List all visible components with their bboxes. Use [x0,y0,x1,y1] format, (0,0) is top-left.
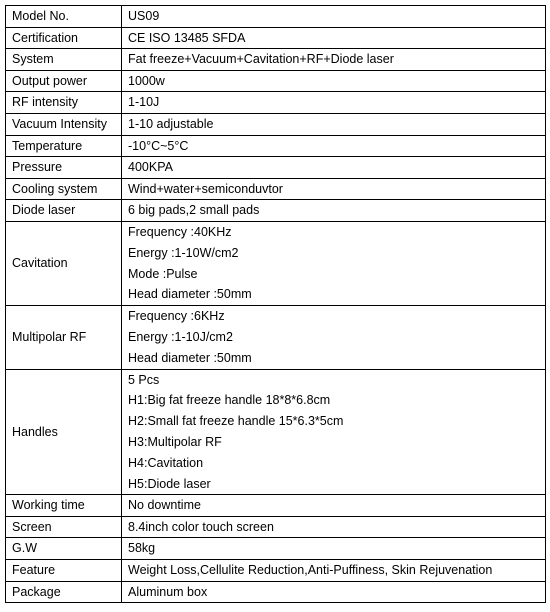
spec-value-line: Energy :1-10W/cm2 [128,245,239,260]
spec-value: 400KPA [122,157,546,179]
spec-value: Weight Loss,Cellulite Reduction,Anti-Puffiness, Skin Rejuvenation [122,560,546,582]
spec-label: Handles [6,369,122,495]
spec-row-cooling-system [6,178,546,200]
spec-label: Screen [6,516,122,538]
spec-value-line: Frequency :6KHz [128,309,225,324]
spec-row-rf-intensity [6,92,546,114]
spec-row-handles [6,369,546,495]
spec-value-line: Mode :Pulse [128,266,198,281]
spec-label: Diode laser [6,200,122,222]
spec-value: 1-10 adjustable [122,113,546,135]
spec-row-system [6,49,546,71]
spec-value: 6 big pads,2 small pads [122,200,546,222]
spec-row-certification [6,27,546,49]
spec-value: No downtime [122,495,546,517]
spec-label: Vacuum Intensity [6,113,122,135]
spec-value: US09 [122,6,546,28]
spec-row-output-power [6,70,546,92]
spec-row-pressure [6,157,546,179]
spec-row-cavitation [6,221,546,305]
spec-row-multipolar-rf [6,306,546,369]
spec-value [122,369,546,495]
spec-value: Aluminum box [122,581,546,603]
spec-row-package [6,581,546,603]
spec-row-working-time [6,495,546,517]
spec-row-feature [6,560,546,582]
spec-table-body [6,6,546,603]
spec-value-line: 5 Pcs [128,372,160,387]
spec-row-gw [6,538,546,560]
spec-value-line: Head diameter :50mm [128,350,252,365]
spec-value-line: Frequency :40KHz [128,224,232,239]
spec-value: 58kg [122,538,546,560]
spec-value: -10°C~5°C [122,135,546,157]
spec-value-line: H2:Small fat freeze handle 15*6.3*5cm [128,414,344,429]
spec-label: G.W [6,538,122,560]
spec-value: CE ISO 13485 SFDA [122,27,546,49]
spec-label: Output power [6,70,122,92]
spec-value-line: Energy :1-10J/cm2 [128,329,233,344]
spec-value: 8.4inch color touch screen [122,516,546,538]
spec-value-line: H1:Big fat freeze handle 18*8*6.8cm [128,393,331,408]
spec-label: RF intensity [6,92,122,114]
spec-value-line: Head diameter :50mm [128,287,252,302]
spec-label: Package [6,581,122,603]
spec-value-line: H3:Multipolar RF [128,434,222,449]
spec-label: Multipolar RF [6,306,122,369]
spec-value: Fat freeze+Vacuum+Cavitation+RF+Diode laser [122,49,546,71]
spec-row-diode-laser [6,200,546,222]
spec-row-temperature [6,135,546,157]
spec-value: Wind+water+semiconduvtor [122,178,546,200]
spec-value-line: H5:Diode laser [128,476,211,491]
spec-value [122,306,546,369]
spec-label: Model No. [6,6,122,28]
spec-value: 1000w [122,70,546,92]
spec-label: Cavitation [6,221,122,305]
spec-table [5,5,546,603]
spec-value [122,221,546,305]
spec-label: Working time [6,495,122,517]
spec-label: Temperature [6,135,122,157]
spec-row-screen [6,516,546,538]
spec-row-vacuum-intensity [6,113,546,135]
spec-label: Feature [6,560,122,582]
spec-row-model-no [6,6,546,28]
spec-label: Pressure [6,157,122,179]
spec-label: System [6,49,122,71]
spec-value: 1-10J [122,92,546,114]
spec-label: Certification [6,27,122,49]
spec-value-line: H4:Cavitation [128,455,204,470]
spec-label: Cooling system [6,178,122,200]
